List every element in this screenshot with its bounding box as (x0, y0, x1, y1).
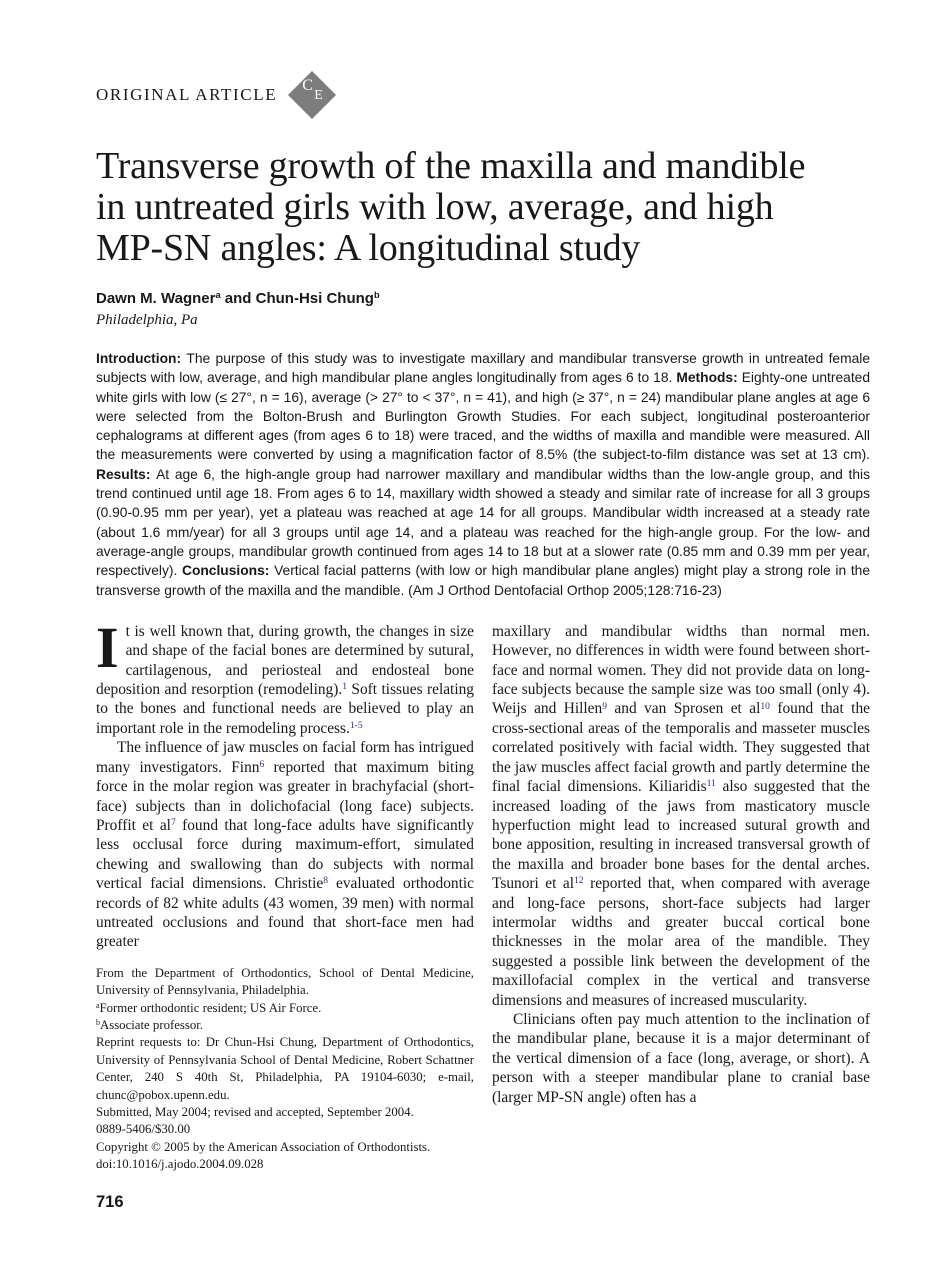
text-run: The purpose of this study was to investigate maxillary and mandibular transverse growth in untreated female subjects with low, average, and high mandibular plane angles longitudinally from ages 6 to 18. (96, 351, 870, 386)
reference-link[interactable]: 10 (760, 700, 770, 712)
article-type-label: ORIGINAL ARTICLE (96, 85, 278, 104)
superscript: a (215, 290, 221, 301)
title-line-2: in untreated girls with low, average, and high (96, 186, 774, 228)
text-run: Vertical facial patterns (with low or high mandibular plane angles) might play a strong role in the transverse growth of the maxilla and the mandible. (Am J Orthod Dentofacial Orthop 2005;128:716-23) (96, 563, 871, 598)
text-run: Methods: (676, 370, 742, 386)
superscript: b (96, 1018, 100, 1028)
reference-link[interactable]: 8 (323, 875, 328, 887)
text-run: found that the cross-sectional areas of the temporalis and masseter muscles correlated positively with facial width. They suggested that the jaw muscles affect facial growth and partly determine the final facial dimensions. Kiliaridis (492, 700, 870, 796)
text-run: The influence of jaw muscles on facial form has intrigued many investigators. Finn (96, 739, 474, 776)
reference-link[interactable]: 12 (574, 875, 584, 887)
body-paragraph (492, 1010, 870, 1107)
footnote-doi (96, 1156, 474, 1173)
text-run: Results: (96, 466, 157, 482)
text-run: 0889-5406/$30.00 (96, 1122, 191, 1137)
text-run: evaluated orthodontic records of 82 white adults (43 women, 39 men) with normal untreated occlusions and found that short-face men had greater (96, 875, 474, 951)
reference-link[interactable]: 11 (706, 778, 716, 790)
text-run: also suggested that the increased loading of the jaws from masticatory muscle hyperfuction might lead to increased sutural growth and bone apposition, resulting in increased transversal growth of the maxilla and broader bone bases for the dental arches. Tsunori et al (492, 778, 871, 893)
footnote-block (96, 965, 474, 1174)
body-paragraph (96, 738, 474, 951)
body-columns (96, 614, 871, 1212)
abstract-paragraph (96, 349, 870, 600)
text-run: and Chun-Hsi Chung (220, 290, 374, 307)
footnote-author-b (96, 1017, 474, 1034)
text-run: Dawn M. Wagner (96, 290, 216, 307)
text-run: Introduction: (96, 351, 187, 366)
text-run: found that long-face adults have significantly less occlusal force during maximum-effort, simulated chewing and swallowing than do subjects with normal vertical facial dimensions. Christie (96, 816, 474, 893)
footnote-author-a (96, 1000, 474, 1017)
body-paragraph (492, 622, 870, 1010)
text-run: reported that, when compared with average and long-face persons, short-face subjects had larger intermolar widths and greater buccal cortical bone thicknesses in the molar area of the mandible. They suggested a possible link between the development of the maxillofacial complex in the vertical and transverse dimensions and measures of increased muscularity. (492, 875, 870, 1009)
text-run: Eighty-one untreated white girls with low (≤ 27°, n = 16), average (> 27° to < 37°, n = 41), and high (≥ 37°, n = 24) mandibular plane angles at age 6 were selected from the Bolton-Brush and Burlington Growth Studies. For each subject, longitudinal posteroanterior cephalograms at different ages (from ages 6 to 18) were traced, and the widths of maxilla and mandible were measured. All the measurements were converted by using a magnification factor of 8.5% (the subject-to-film distance was set at 13 cm). (96, 370, 871, 463)
article-header (96, 68, 870, 122)
author-line (96, 290, 870, 307)
text-run: Reprint requests to: Dr Chun-Hsi Chung, Department of Orthodontics, University of Pennsylvania School of Dental Medicine, Robert Schattner Center, 240 S 40th St, Philadelphia, PA 19104-6030; e-mail, chunc@pobox.upenn.edu. (96, 1035, 474, 1102)
text-run: At age 6, the high-angle group had narrower maxillary and mandibular widths than the low-angle group, and this trend continued until age 18. From ages 6 to 14, maxillary width showed a steady and similar rate of increase for all 3 groups (0.90-0.95 mm per year), yet a plateau was reached at age 14 for all groups. Mandibular width increased at a steady rate (about 1.6 mm/year) for all 3 groups until age 14, and a plateau was reached for the high-angle group. For the low- and average-angle groups, mandibular growth continued from ages 14 to 18 but at a slower rate (0.85 mm and 0.39 mm per year, respectively). (96, 466, 870, 579)
text-run: Soft tissues relating to the bones and functional needs are believed to play an important role in the remodeling process. (96, 681, 474, 737)
ce-letter-e: E (314, 88, 323, 103)
reference-link[interactable]: 1-5 (349, 720, 363, 732)
text-run: Conclusions: (181, 563, 275, 579)
ce-badge-icon (285, 68, 339, 122)
text-run: t is well known that, during growth, the changes in size and shape of the facial bones are determined by sutural, cartilagenous, and periosteal and endosteal bone deposition and resorption (remodeling). (96, 622, 474, 699)
reference-link[interactable]: 7 (170, 817, 176, 829)
footnote-copyright (96, 1139, 474, 1156)
article-title (96, 146, 870, 269)
title-line-1: Transverse growth of the maxilla and mandible (96, 145, 806, 187)
text-run: Former orthodontic resident; US Air Force. (99, 1000, 322, 1015)
superscript: a (96, 1000, 100, 1010)
author-location: Philadelphia, Pa (96, 312, 198, 328)
body-paragraph (96, 614, 474, 738)
superscript: b (373, 290, 380, 301)
text-run: From the Department of Orthodontics, School of Dental Medicine, University of Pennsylvania, Philadelphia. (96, 965, 474, 998)
text-run: Clinicians often pay much attention to the inclination of the mandibular plane, because it is a major determinant of the vertical dimension of a face (long, average, or short). A person with a steeper mandibular plane to cranial base (larger MP-SN angle) often has a (492, 1010, 870, 1106)
footnote-issn-price (96, 1121, 474, 1138)
page-number: 716 (96, 1192, 124, 1211)
reference-link[interactable]: 1 (342, 681, 347, 693)
text-run: reported that maximum biting force in the molar region was greater in brachyfacial (short-face) subjects than in dolichofacial (long face) subjects. Proffit et al (96, 758, 474, 834)
text-run: doi:10.1016/j.ajodo.2004.09.028 (96, 1157, 264, 1172)
reference-link[interactable]: 9 (602, 700, 607, 712)
footnote-affiliation (96, 965, 474, 1000)
text-run: Associate professor. (99, 1017, 204, 1032)
footnote-submitted (96, 1104, 474, 1121)
drop-cap: I (96, 614, 119, 680)
left-column (96, 614, 474, 1212)
right-column (492, 622, 870, 1212)
text-run: Submitted, May 2004; revised and accepted, September 2004. (96, 1105, 414, 1120)
reference-link[interactable]: 6 (259, 758, 265, 770)
title-line-3: MP-SN angles: A longitudinal study (96, 227, 641, 269)
footnote-reprint-requests (96, 1034, 474, 1104)
text-run: and van Sprosen et al (606, 700, 761, 718)
text-run: Copyright © 2005 by the American Association of Orthodontists. (96, 1139, 431, 1154)
ce-letter-c: C (302, 77, 313, 94)
text-run: maxillary and mandibular widths than normal men. However, no differences in width were found between short-face and normal women. They did not provide data on long-face subjects because the sample size was too small (only 4). Weijs and Hillen (492, 622, 870, 718)
